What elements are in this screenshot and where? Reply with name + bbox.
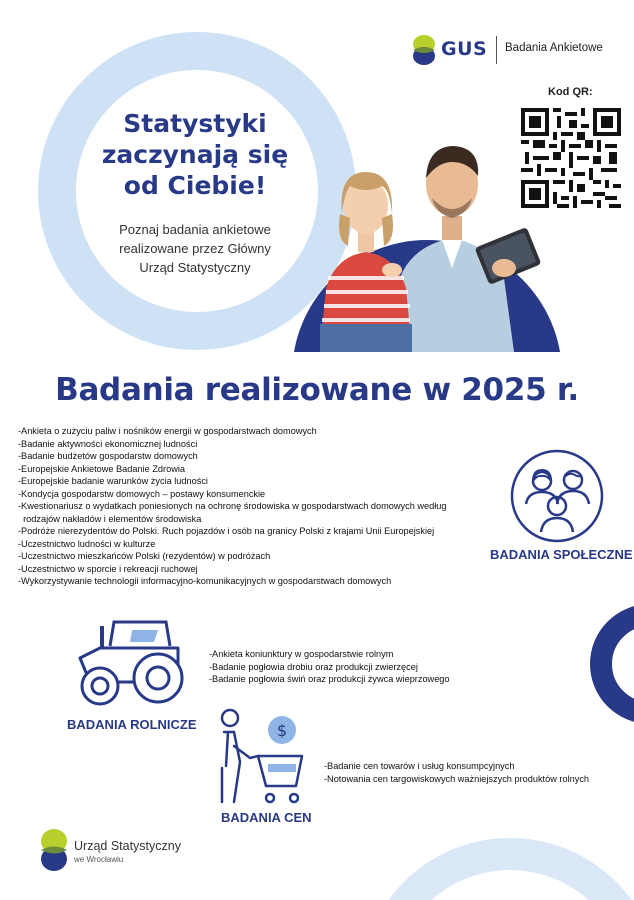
- list-item: -Ankieta o zużyciu paliw i nośników energii w gospodarstwach domowych: [18, 426, 317, 436]
- list-item: -Uczestnictwo w sporcie i rekreacji ruchowej: [18, 563, 198, 574]
- urzad-statystyczny-logo: [40, 828, 220, 878]
- list-item: -Kondycja gospodarstw domowych – postawy konsumenckie: [18, 488, 266, 499]
- office-city: we Wrocławiu: [74, 855, 124, 864]
- hero-title: [78, 108, 312, 201]
- gus-logo-subtitle: Badania Ankietowe: [505, 42, 603, 54]
- gus-logo-text: GUS: [441, 38, 488, 60]
- main-heading: Badania realizowane w 2025 r.: [55, 372, 579, 408]
- list-item: -Notowania cen targowiskowych ważniejszych produktów rolnych: [324, 773, 590, 784]
- list-item: -Uczestnictwo mieszkańców Polski (rezydentów) w podróżach: [18, 551, 271, 561]
- list-item: -Kwestionariusz o wydatkach poniesionych na ochronę środowiska w gospodarstwach domowych według rodzajów nakładów i elementów środowiska: [18, 501, 447, 524]
- decorative-ring-right: [590, 604, 634, 724]
- hero-subtitle-line-1: Poznaj badania ankietowe: [119, 222, 271, 237]
- qr-label: Kod QR:: [548, 86, 593, 98]
- people-icon: [292, 128, 562, 352]
- list-item: -Badanie pogłowia świń oraz produkcji żywca wieprzowego: [209, 674, 450, 684]
- social-surveys-label: BADANIA SPOŁECZNE: [490, 547, 633, 562]
- urzad-logo-icon: [40, 828, 68, 872]
- gus-logo-icon: [412, 34, 436, 66]
- hero-title-line-1: Statystyki: [123, 109, 267, 138]
- list-item: -Uczestnictwo ludności w kulturze: [18, 538, 156, 549]
- price-surveys-list: [324, 760, 624, 785]
- list-item: -Ankieta koniunktury w gospodarstwie rolnym: [209, 649, 394, 659]
- hero-title-line-3: od Ciebie!: [123, 171, 267, 200]
- office-name: Urząd Statystyczny: [74, 839, 181, 853]
- shopping-cart-icon: [218, 706, 306, 806]
- man-figure: [392, 146, 541, 352]
- list-item: -Badanie pogłowia drobiu oraz produkcji zwierzęcej: [209, 661, 418, 672]
- list-item: -Podróże nierezydentów do Polski. Ruch pojazdów i osób na granicy Polski z krajami Unii Europejskiej: [18, 526, 435, 536]
- list-item: -Badanie aktywności ekonomicznej ludności: [18, 438, 198, 449]
- agriculture-surveys-list: [209, 648, 509, 686]
- woman-figure: [320, 172, 412, 352]
- list-item: -Badanie budżetów gospodarstw domowych: [18, 451, 198, 461]
- hero-title-line-2: zaczynają się: [101, 140, 289, 169]
- list-item: -Badanie cen towarów i usług konsumpcyjnych: [324, 761, 515, 771]
- decorative-ring-bottom: [360, 838, 634, 900]
- list-item: -Europejskie Ankietowe Badanie Zdrowia: [18, 463, 185, 474]
- list-item: -Wykorzystywanie technologii informacyjno-komunikacyjnych w gospodarstwach domowych: [18, 576, 392, 586]
- logo-divider: [496, 36, 497, 64]
- hero-subtitle-line-3: Urząd Statystyczny: [139, 260, 251, 275]
- hero-subtitle: [86, 220, 304, 277]
- social-surveys-list: [18, 425, 498, 588]
- gus-logo: [412, 34, 612, 66]
- list-item: -Europejskie badanie warunków życia ludności: [18, 476, 208, 486]
- dollar-sign: $: [276, 721, 288, 740]
- hero-subtitle-line-2: realizowane przez Główny: [119, 241, 271, 256]
- agriculture-surveys-label: BADANIA ROLNICZE: [67, 717, 197, 732]
- people-group-icon: [509, 448, 605, 544]
- tractor-icon: [70, 618, 186, 710]
- price-surveys-label: BADANIA CEN: [221, 810, 312, 825]
